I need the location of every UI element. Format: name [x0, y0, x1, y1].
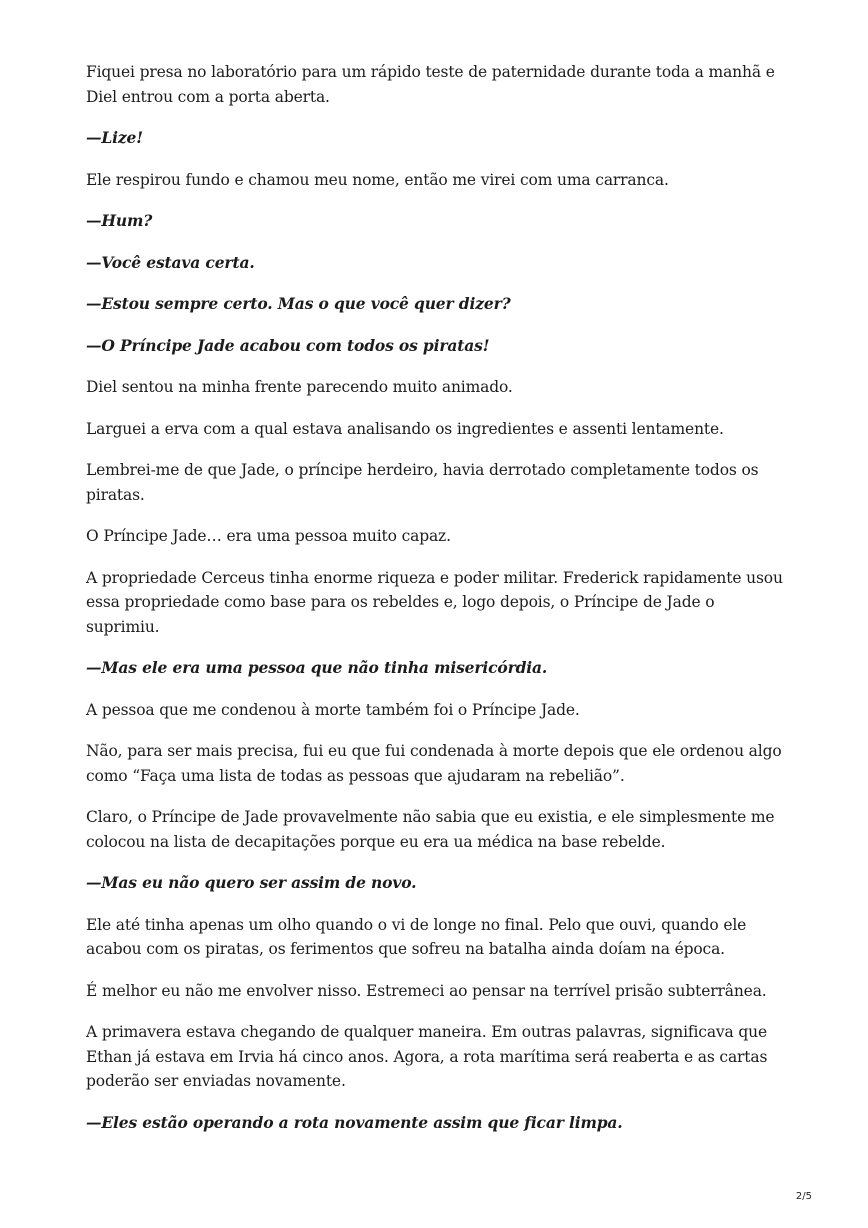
paragraph-16: Claro, o Príncipe de Jade provavelmente não sabia que eu existia, e ele simplesmente me colocou na lista de decapitações porque eu era ua médica na base rebelde.: [86, 808, 775, 851]
paragraph-6: —Estou sempre certo. Mas o que você quer dizer?: [86, 294, 511, 313]
paragraph-7: —O Príncipe Jade acabou com todos os piratas!: [86, 335, 490, 355]
paragraph-9: Larguei a erva com a qual estava analisando os ingredientes e assenti lentamente.: [86, 419, 724, 438]
paragraph-13: —Mas ele era uma pessoa que não tinha misericórdia.: [86, 658, 548, 677]
paragraph-19: É melhor eu não me envolver nisso. Estremeci ao pensar na terrível prisão subterrânea.: [86, 981, 767, 1000]
paragraph-3: Ele respirou fundo e chamou meu nome, então me virei com uma carranca.: [86, 170, 669, 189]
paragraph-5: —Você estava certa.: [86, 252, 255, 272]
paragraph-2: —Lize!: [86, 128, 143, 147]
paragraph-14: A pessoa que me condenou à morte também foi o Príncipe Jade.: [86, 700, 580, 719]
paragraph-11: O Príncipe Jade… era uma pessoa muito capaz.: [86, 527, 451, 545]
paragraph-4: —Hum?: [86, 211, 153, 230]
paragraph-21: —Eles estão operando a rota novamente assim que ficar limpa.: [86, 1112, 623, 1132]
paragraph-12: A propriedade Cerceus tinha enorme riqueza e poder militar. Frederick rapidamente usou essa propriedade como base para os rebeldes e, logo depois, o Príncipe de Jade o suprimiu.: [86, 568, 783, 636]
paragraph-20: A primavera estava chegando de qualquer maneira. Em outras palavras, significava que Ethan já estava em Irvia há cinco anos. Agora, a rota marítima será reaberta e as cartas poderão ser enviadas novamente.: [86, 1023, 768, 1090]
paragraph-8: Diel sentou na minha frente parecendo muito animado.: [86, 378, 513, 396]
paragraph-17: —Mas eu não quero ser assim de novo.: [86, 873, 417, 892]
page-number: 2/5: [795, 1191, 812, 1202]
document-body: [86, 60, 786, 1152]
paragraph-10: Lembrei-me de que Jade, o príncipe herdeiro, havia derrotado completamente todos os piratas.: [86, 461, 759, 504]
paragraph-1: Fiquei presa no laboratório para um rápido teste de paternidade durante toda a manhã e Diel entrou com a porta aberta.: [86, 63, 775, 106]
paragraph-15: Não, para ser mais precisa, fui eu que fui condenada à morte depois que ele ordenou algo como “Faça uma lista de todas as pessoas que ajudaram na rebelião”.: [86, 742, 782, 785]
paragraph-18: Ele até tinha apenas um olho quando o vi de longe no final. Pelo que ouvi, quando ele acabou com os piratas, os ferimentos que sofreu na batalha ainda doíam na época.: [86, 915, 747, 958]
